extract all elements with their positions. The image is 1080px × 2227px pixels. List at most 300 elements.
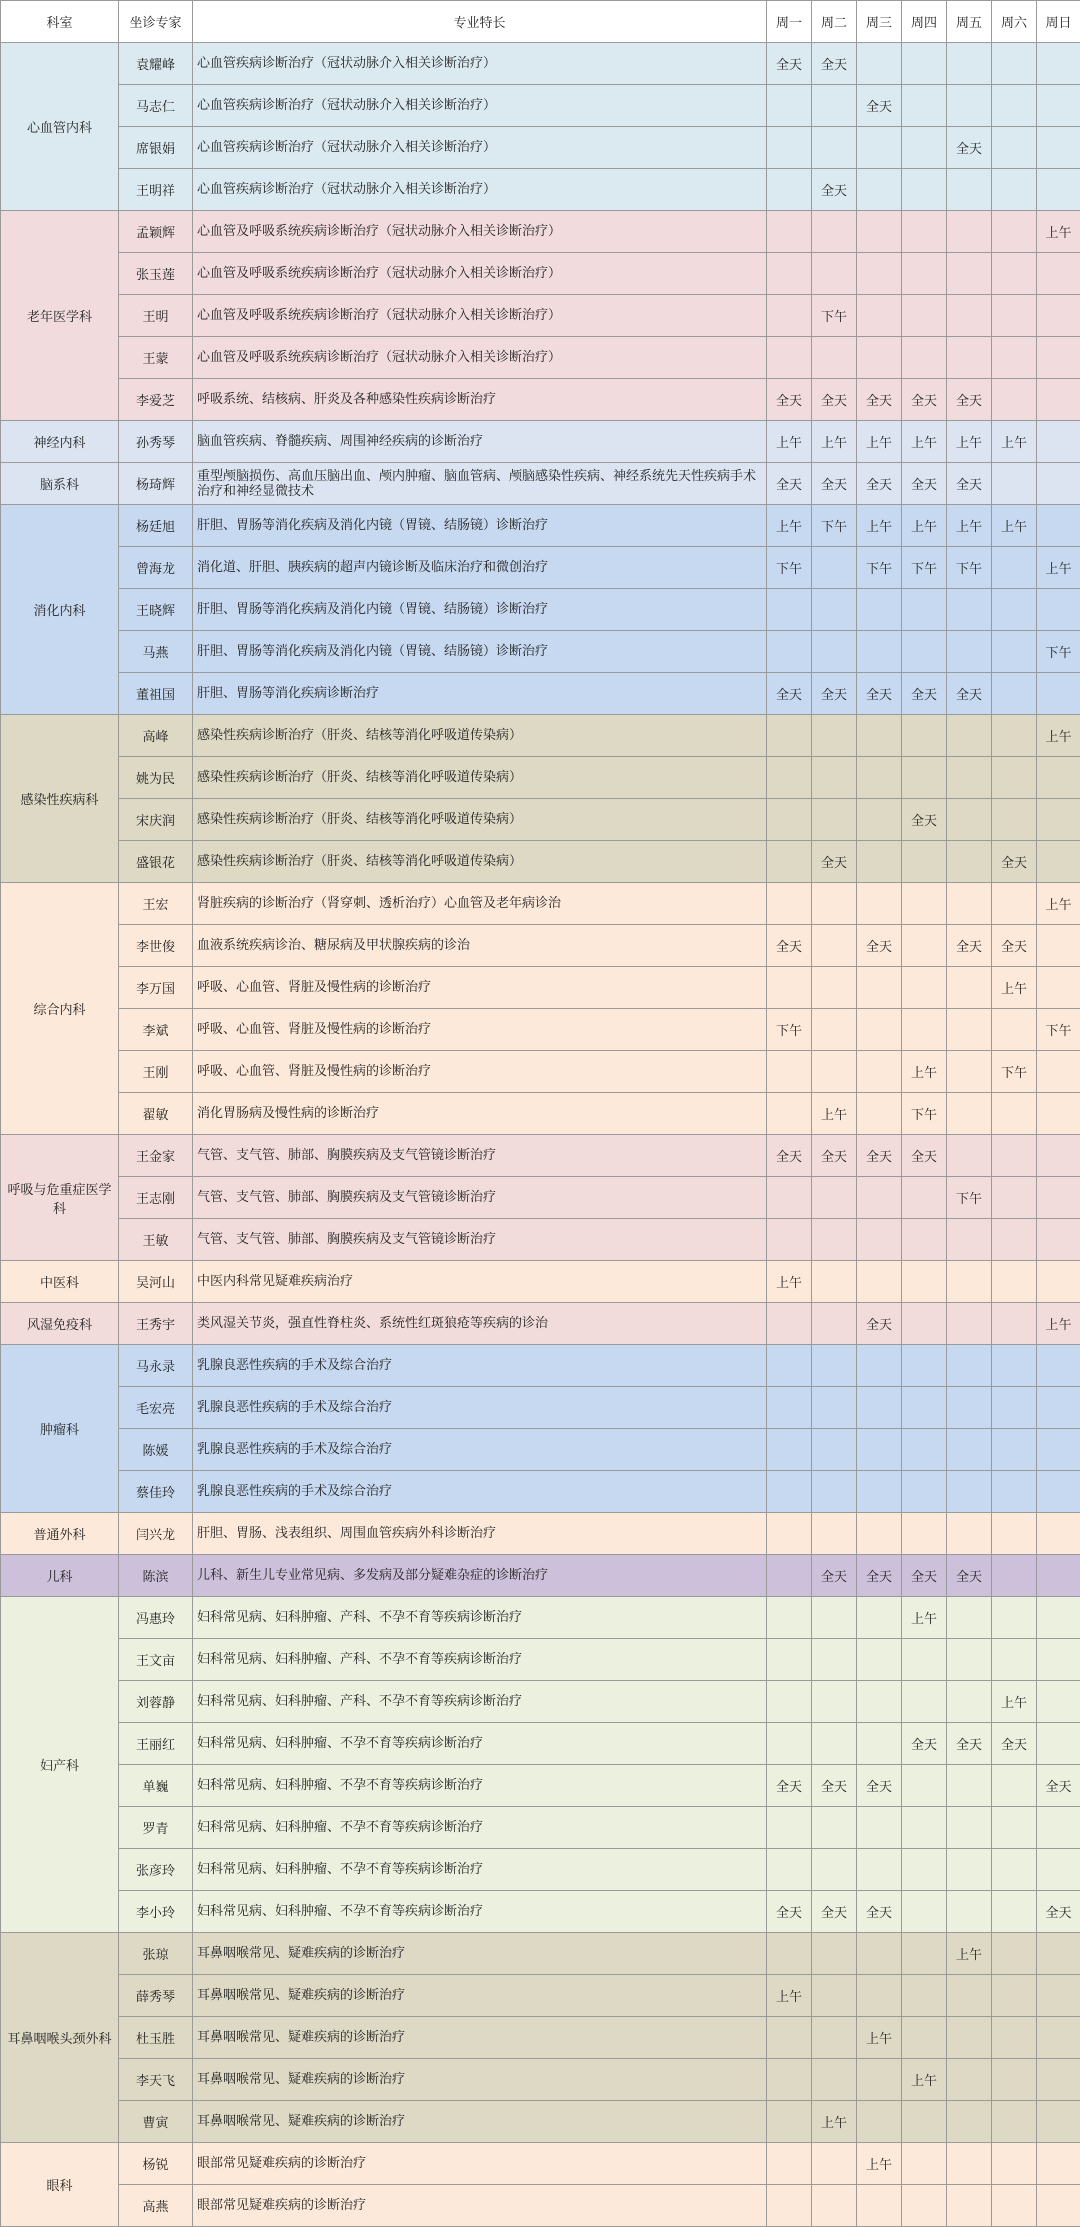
schedule-cell-mon [767, 1639, 812, 1681]
table-row [1, 1261, 1080, 1303]
schedule-cell-tue [812, 1513, 857, 1555]
schedule-cell-sun: 上午 [1037, 547, 1080, 589]
schedule-cell-sat [992, 169, 1037, 211]
specialty-cell: 心血管及呼吸系统疾病诊断治疗（冠状动脉介入相关诊断治疗） [193, 253, 767, 295]
schedule-cell-thu [902, 1807, 947, 1849]
specialty-cell: 耳鼻咽喉常见、疑难疾病的诊断治疗 [193, 1933, 767, 1975]
header-day-sat: 周六 [992, 1, 1037, 43]
schedule-cell-fri [947, 1345, 992, 1387]
schedule-cell-sat [992, 883, 1037, 925]
doctor-cell: 王秀宇 [119, 1303, 193, 1345]
schedule-cell-tue [812, 967, 857, 1009]
schedule-cell-sat [992, 1009, 1037, 1051]
schedule-cell-mon [767, 1051, 812, 1093]
schedule-cell-wed [857, 1975, 902, 2017]
schedule-cell-sat [992, 673, 1037, 715]
department-cell: 消化内科 [1, 505, 119, 715]
doctor-cell: 马志仁 [119, 85, 193, 127]
schedule-cell-thu [902, 1345, 947, 1387]
schedule-cell-mon [767, 253, 812, 295]
schedule-cell-wed [857, 295, 902, 337]
schedule-cell-fri [947, 1261, 992, 1303]
schedule-cell-sat [992, 253, 1037, 295]
schedule-cell-wed [857, 1051, 902, 1093]
schedule-cell-mon: 下午 [767, 547, 812, 589]
schedule-cell-tue [812, 253, 857, 295]
doctor-cell: 宋庆润 [119, 799, 193, 841]
schedule-cell-sun: 上午 [1037, 1303, 1080, 1345]
schedule-cell-thu [902, 1219, 947, 1261]
schedule-cell-sat: 下午 [992, 1051, 1037, 1093]
doctor-cell: 吴河山 [119, 1261, 193, 1303]
schedule-cell-tue [812, 2017, 857, 2059]
header-day-tue: 周二 [812, 1, 857, 43]
table-row [1, 85, 1080, 127]
schedule-cell-mon [767, 295, 812, 337]
table-row [1, 1135, 1080, 1177]
schedule-cell-thu: 全天 [902, 1135, 947, 1177]
schedule-cell-thu: 全天 [902, 1723, 947, 1765]
schedule-cell-thu [902, 1933, 947, 1975]
schedule-cell-sat [992, 211, 1037, 253]
schedule-cell-mon: 全天 [767, 1765, 812, 1807]
schedule-cell-sun [1037, 925, 1080, 967]
schedule-cell-fri [947, 967, 992, 1009]
schedule-cell-sat [992, 631, 1037, 673]
schedule-cell-sun [1037, 673, 1080, 715]
schedule-cell-sun [1037, 505, 1080, 547]
schedule-cell-fri: 上午 [947, 421, 992, 463]
doctor-cell: 曹寅 [119, 2101, 193, 2143]
schedule-cell-mon [767, 631, 812, 673]
schedule-cell-tue: 全天 [812, 169, 857, 211]
schedule-cell-tue: 上午 [812, 1093, 857, 1135]
table-row [1, 1513, 1080, 1555]
schedule-cell-tue [812, 1345, 857, 1387]
schedule-cell-fri [947, 1639, 992, 1681]
doctor-cell: 李万国 [119, 967, 193, 1009]
schedule-cell-mon [767, 2059, 812, 2101]
table-row [1, 379, 1080, 421]
schedule-cell-thu [902, 1849, 947, 1891]
schedule-cell-sun [1037, 379, 1080, 421]
specialty-cell: 乳腺良恶性疾病的手术及综合治疗 [193, 1429, 767, 1471]
specialty-cell: 脑血管疾病、脊髓疾病、周围神经疾病的诊断治疗 [193, 421, 767, 463]
schedule-cell-tue [812, 715, 857, 757]
table-row [1, 2185, 1080, 2227]
schedule-cell-mon [767, 1933, 812, 1975]
schedule-cell-sat: 上午 [992, 421, 1037, 463]
schedule-cell-tue [812, 2059, 857, 2101]
schedule-cell-sun [1037, 1933, 1080, 1975]
header-day-sun: 周日 [1037, 1, 1080, 43]
schedule-cell-wed [857, 1471, 902, 1513]
schedule-cell-wed [857, 1849, 902, 1891]
doctor-cell: 李世俊 [119, 925, 193, 967]
schedule-cell-thu [902, 841, 947, 883]
doctor-cell: 薛秀琴 [119, 1975, 193, 2017]
schedule-cell-thu [902, 1303, 947, 1345]
specialty-cell: 感染性疾病诊断治疗（肝炎、结核等消化呼吸道传染病） [193, 715, 767, 757]
specialty-cell: 耳鼻咽喉常见、疑难疾病的诊断治疗 [193, 2101, 767, 2143]
schedule-cell-sun [1037, 1807, 1080, 1849]
specialty-cell: 血液系统疾病诊治、糖尿病及甲状腺疾病的诊治 [193, 925, 767, 967]
schedule-cell-wed: 全天 [857, 1135, 902, 1177]
schedule-cell-sun: 上午 [1037, 883, 1080, 925]
specialty-cell: 呼吸、心血管、肾脏及慢性病的诊断治疗 [193, 1051, 767, 1093]
doctor-cell: 李小玲 [119, 1891, 193, 1933]
department-cell: 中医科 [1, 1261, 119, 1303]
schedule-cell-sat [992, 85, 1037, 127]
schedule-cell-mon [767, 2017, 812, 2059]
schedule-cell-wed [857, 883, 902, 925]
schedule-cell-fri [947, 883, 992, 925]
specialty-cell: 耳鼻咽喉常见、疑难疾病的诊断治疗 [193, 2059, 767, 2101]
table-row [1, 127, 1080, 169]
schedule-cell-sun [1037, 1723, 1080, 1765]
header-spec: 专业特长 [193, 1, 767, 43]
department-cell: 心血管内科 [1, 43, 119, 211]
table-row [1, 1429, 1080, 1471]
schedule-cell-mon [767, 799, 812, 841]
department-cell: 呼吸与危重症医学科 [1, 1135, 119, 1261]
schedule-cell-sun [1037, 1429, 1080, 1471]
schedule-cell-fri: 全天 [947, 673, 992, 715]
schedule-cell-thu [902, 337, 947, 379]
table-row [1, 1933, 1080, 1975]
doctor-cell: 杨锐 [119, 2143, 193, 2185]
schedule-cell-thu [902, 1177, 947, 1219]
schedule-cell-wed [857, 1597, 902, 1639]
schedule-cell-wed [857, 841, 902, 883]
department-cell: 老年医学科 [1, 211, 119, 421]
schedule-cell-fri [947, 1135, 992, 1177]
schedule-cell-sun [1037, 1135, 1080, 1177]
doctor-cell: 王蒙 [119, 337, 193, 379]
schedule-cell-mon: 全天 [767, 463, 812, 505]
schedule-cell-tue [812, 547, 857, 589]
schedule-cell-wed: 全天 [857, 1303, 902, 1345]
table-row [1, 589, 1080, 631]
table-row [1, 1471, 1080, 1513]
schedule-cell-mon [767, 85, 812, 127]
doctor-cell: 蔡佳玲 [119, 1471, 193, 1513]
schedule-cell-sun [1037, 1093, 1080, 1135]
schedule-cell-sat [992, 2101, 1037, 2143]
schedule-cell-mon: 全天 [767, 1135, 812, 1177]
schedule-cell-thu [902, 883, 947, 925]
schedule-cell-tue: 全天 [812, 43, 857, 85]
schedule-cell-tue [812, 1723, 857, 1765]
doctor-cell: 杨廷旭 [119, 505, 193, 547]
doctor-cell: 马永录 [119, 1345, 193, 1387]
schedule-cell-wed: 上午 [857, 2143, 902, 2185]
schedule-cell-mon [767, 841, 812, 883]
specialty-cell: 妇科常见病、妇科肿瘤、不孕不育等疾病诊断治疗 [193, 1723, 767, 1765]
schedule-cell-tue [812, 337, 857, 379]
schedule-cell-fri [947, 1891, 992, 1933]
schedule-cell-wed [857, 1639, 902, 1681]
schedule-cell-mon [767, 2101, 812, 2143]
schedule-cell-sat [992, 1093, 1037, 1135]
schedule-cell-thu: 下午 [902, 1093, 947, 1135]
schedule-cell-sun [1037, 1387, 1080, 1429]
specialty-cell: 消化道、肝胆、胰疾病的超声内镜诊断及临床治疗和微创治疗 [193, 547, 767, 589]
doctor-cell: 孟颖辉 [119, 211, 193, 253]
doctor-cell: 张玉莲 [119, 253, 193, 295]
specialty-cell: 类风湿关节炎，强直性脊柱炎、系统性红斑狼疮等疾病的诊治 [193, 1303, 767, 1345]
doctor-cell: 高燕 [119, 2185, 193, 2227]
specialty-cell: 乳腺良恶性疾病的手术及综合治疗 [193, 1345, 767, 1387]
schedule-cell-sun: 全天 [1037, 1765, 1080, 1807]
schedule-cell-fri [947, 1387, 992, 1429]
doctor-cell: 马燕 [119, 631, 193, 673]
schedule-cell-mon [767, 211, 812, 253]
doctor-cell: 王刚 [119, 1051, 193, 1093]
doctor-cell: 陈滨 [119, 1555, 193, 1597]
schedule-cell-wed: 上午 [857, 2017, 902, 2059]
schedule-cell-sat [992, 1429, 1037, 1471]
schedule-cell-sat [992, 1891, 1037, 1933]
schedule-cell-wed [857, 1807, 902, 1849]
schedule-cell-mon [767, 589, 812, 631]
department-cell: 感染性疾病科 [1, 715, 119, 883]
schedule-cell-sat [992, 799, 1037, 841]
schedule-cell-sun [1037, 169, 1080, 211]
schedule-cell-sat [992, 43, 1037, 85]
doctor-cell: 董祖国 [119, 673, 193, 715]
schedule-cell-sat [992, 1261, 1037, 1303]
doctor-cell: 李爱芝 [119, 379, 193, 421]
schedule-cell-fri [947, 1849, 992, 1891]
schedule-cell-fri [947, 1219, 992, 1261]
schedule-cell-sat [992, 1639, 1037, 1681]
schedule-cell-sun [1037, 43, 1080, 85]
schedule-cell-fri [947, 1975, 992, 2017]
schedule-cell-fri [947, 2101, 992, 2143]
table-row [1, 1765, 1080, 1807]
schedule-cell-fri [947, 1093, 992, 1135]
schedule-cell-wed [857, 211, 902, 253]
schedule-cell-sat [992, 2059, 1037, 2101]
table-row [1, 1093, 1080, 1135]
table-row [1, 1723, 1080, 1765]
schedule-cell-thu: 上午 [902, 421, 947, 463]
specialty-cell: 气管、支气管、肺部、胸膜疾病及支气管镜诊断治疗 [193, 1135, 767, 1177]
schedule-cell-mon: 全天 [767, 1891, 812, 1933]
schedule-cell-tue [812, 1219, 857, 1261]
schedule-cell-sun [1037, 2101, 1080, 2143]
specialty-cell: 妇科常见病、妇科肿瘤、不孕不育等疾病诊断治疗 [193, 1849, 767, 1891]
schedule-cell-sat [992, 295, 1037, 337]
specialty-cell: 耳鼻咽喉常见、疑难疾病的诊断治疗 [193, 1975, 767, 2017]
schedule-cell-thu [902, 925, 947, 967]
table-row [1, 883, 1080, 925]
doctor-cell: 王金家 [119, 1135, 193, 1177]
schedule-cell-mon [767, 883, 812, 925]
schedule-cell-thu [902, 2017, 947, 2059]
schedule-cell-thu: 下午 [902, 547, 947, 589]
doctor-cell: 王晓辉 [119, 589, 193, 631]
schedule-cell-sat [992, 1849, 1037, 1891]
specialty-cell: 妇科常见病、妇科肿瘤、产科、不孕不育等疾病诊断治疗 [193, 1639, 767, 1681]
schedule-cell-tue [812, 1639, 857, 1681]
schedule-cell-fri [947, 2143, 992, 2185]
header-day-wed: 周三 [857, 1, 902, 43]
table-row [1, 1639, 1080, 1681]
schedule-cell-sat [992, 1345, 1037, 1387]
doctor-cell: 盛银花 [119, 841, 193, 883]
specialty-cell: 心血管及呼吸系统疾病诊断治疗（冠状动脉介入相关诊断治疗） [193, 295, 767, 337]
schedule-cell-sat [992, 1765, 1037, 1807]
table-row [1, 505, 1080, 547]
schedule-cell-thu [902, 1009, 947, 1051]
schedule-cell-thu [902, 2143, 947, 2185]
table-row [1, 421, 1080, 463]
schedule-cell-mon [767, 967, 812, 1009]
table-row [1, 1177, 1080, 1219]
schedule-cell-mon: 上午 [767, 421, 812, 463]
schedule-cell-tue [812, 631, 857, 673]
schedule-cell-thu [902, 715, 947, 757]
schedule-cell-sat [992, 1513, 1037, 1555]
schedule-cell-thu: 上午 [902, 1051, 947, 1093]
doctor-cell: 杜玉胜 [119, 2017, 193, 2059]
specialty-cell: 心血管疾病诊断治疗（冠状动脉介入相关诊断治疗） [193, 169, 767, 211]
schedule-cell-thu [902, 1639, 947, 1681]
schedule-cell-fri [947, 1597, 992, 1639]
schedule-cell-thu [902, 967, 947, 1009]
schedule-cell-wed: 下午 [857, 547, 902, 589]
schedule-cell-fri [947, 631, 992, 673]
schedule-cell-wed: 上午 [857, 505, 902, 547]
department-cell: 脑系科 [1, 463, 119, 505]
schedule-cell-mon: 上午 [767, 505, 812, 547]
schedule-cell-mon: 全天 [767, 379, 812, 421]
schedule-cell-thu [902, 631, 947, 673]
schedule-cell-fri [947, 1807, 992, 1849]
table-row [1, 925, 1080, 967]
schedule-cell-tue: 全天 [812, 1765, 857, 1807]
specialty-cell: 眼部常见疑难疾病的诊断治疗 [193, 2143, 767, 2185]
doctor-cell: 袁耀峰 [119, 43, 193, 85]
schedule-cell-sun: 上午 [1037, 715, 1080, 757]
schedule-cell-fri: 上午 [947, 505, 992, 547]
schedule-cell-tue [812, 1975, 857, 2017]
schedule-cell-mon [767, 1429, 812, 1471]
schedule-cell-sun [1037, 127, 1080, 169]
schedule-cell-sun [1037, 1849, 1080, 1891]
schedule-cell-tue [812, 799, 857, 841]
schedule-cell-sun [1037, 2143, 1080, 2185]
doctor-cell: 翟敏 [119, 1093, 193, 1135]
specialty-cell: 妇科常见病、妇科肿瘤、产科、不孕不育等疾病诊断治疗 [193, 1681, 767, 1723]
schedule-cell-fri [947, 589, 992, 631]
schedule-cell-sun [1037, 295, 1080, 337]
schedule-cell-wed [857, 1681, 902, 1723]
department-cell: 肿瘤科 [1, 1345, 119, 1513]
schedule-cell-tue: 全天 [812, 1555, 857, 1597]
schedule-cell-sat [992, 463, 1037, 505]
schedule-cell-fri: 下午 [947, 1177, 992, 1219]
schedule-cell-tue: 下午 [812, 505, 857, 547]
schedule-cell-mon [767, 1849, 812, 1891]
table-row [1, 2017, 1080, 2059]
schedule-cell-mon [767, 1681, 812, 1723]
schedule-cell-fri: 全天 [947, 1723, 992, 1765]
schedule-cell-thu [902, 1975, 947, 2017]
schedule-cell-wed: 全天 [857, 85, 902, 127]
schedule-cell-sat: 全天 [992, 925, 1037, 967]
schedule-cell-wed [857, 2185, 902, 2227]
table-row [1, 547, 1080, 589]
schedule-cell-sat: 全天 [992, 1723, 1037, 1765]
table-row [1, 1345, 1080, 1387]
schedule-cell-wed [857, 1933, 902, 1975]
schedule-cell-tue [812, 757, 857, 799]
schedule-cell-fri [947, 1051, 992, 1093]
schedule-cell-tue: 上午 [812, 421, 857, 463]
doctor-cell: 王宏 [119, 883, 193, 925]
schedule-cell-wed [857, 589, 902, 631]
specialty-cell: 妇科常见病、妇科肿瘤、不孕不育等疾病诊断治疗 [193, 1807, 767, 1849]
doctor-cell: 罗青 [119, 1807, 193, 1849]
schedule-cell-tue [812, 1933, 857, 1975]
schedule-cell-thu [902, 43, 947, 85]
header-dept: 科室 [1, 1, 119, 43]
specialty-cell: 中医内科常见疑难疾病治疗 [193, 1261, 767, 1303]
schedule-cell-fri [947, 1681, 992, 1723]
schedule-cell-sun [1037, 1975, 1080, 2017]
schedule-cell-mon [767, 2185, 812, 2227]
doctor-cell: 张琼 [119, 1933, 193, 1975]
schedule-cell-sat [992, 589, 1037, 631]
schedule-cell-thu [902, 169, 947, 211]
schedule-cell-tue: 全天 [812, 673, 857, 715]
doctor-cell: 王明 [119, 295, 193, 337]
specialty-cell: 乳腺良恶性疾病的手术及综合治疗 [193, 1387, 767, 1429]
schedule-cell-sat [992, 337, 1037, 379]
schedule-cell-sun [1037, 1555, 1080, 1597]
schedule-cell-thu [902, 589, 947, 631]
schedule-cell-mon: 下午 [767, 1009, 812, 1051]
doctor-cell: 杨琦辉 [119, 463, 193, 505]
schedule-cell-tue [812, 85, 857, 127]
schedule-cell-fri [947, 1471, 992, 1513]
schedule-cell-tue [812, 1849, 857, 1891]
table-row [1, 715, 1080, 757]
schedule-cell-tue [812, 1807, 857, 1849]
schedule-cell-thu [902, 757, 947, 799]
schedule-cell-sun [1037, 2185, 1080, 2227]
specialty-cell: 心血管及呼吸系统疾病诊断治疗（冠状动脉介入相关诊断治疗） [193, 211, 767, 253]
schedule-cell-mon: 全天 [767, 925, 812, 967]
specialty-cell: 消化胃肠病及慢性病的诊断治疗 [193, 1093, 767, 1135]
specialty-cell: 心血管疾病诊断治疗（冠状动脉介入相关诊断治疗） [193, 85, 767, 127]
department-cell: 普通外科 [1, 1513, 119, 1555]
header-row [1, 1, 1080, 43]
schedule-cell-fri [947, 1303, 992, 1345]
schedule-cell-thu: 上午 [902, 1597, 947, 1639]
table-row [1, 673, 1080, 715]
schedule-cell-fri [947, 337, 992, 379]
schedule-cell-thu: 全天 [902, 673, 947, 715]
table-row [1, 1051, 1080, 1093]
schedule-cell-thu: 全天 [902, 463, 947, 505]
schedule-cell-tue [812, 1177, 857, 1219]
schedule-cell-wed [857, 757, 902, 799]
specialty-cell: 重型颅脑损伤、高血压脑出血、颅内肿瘤、脑血管病、颅脑感染性疾病、神经系统先天性疾病手术治疗和神经显微技术 [193, 463, 767, 505]
